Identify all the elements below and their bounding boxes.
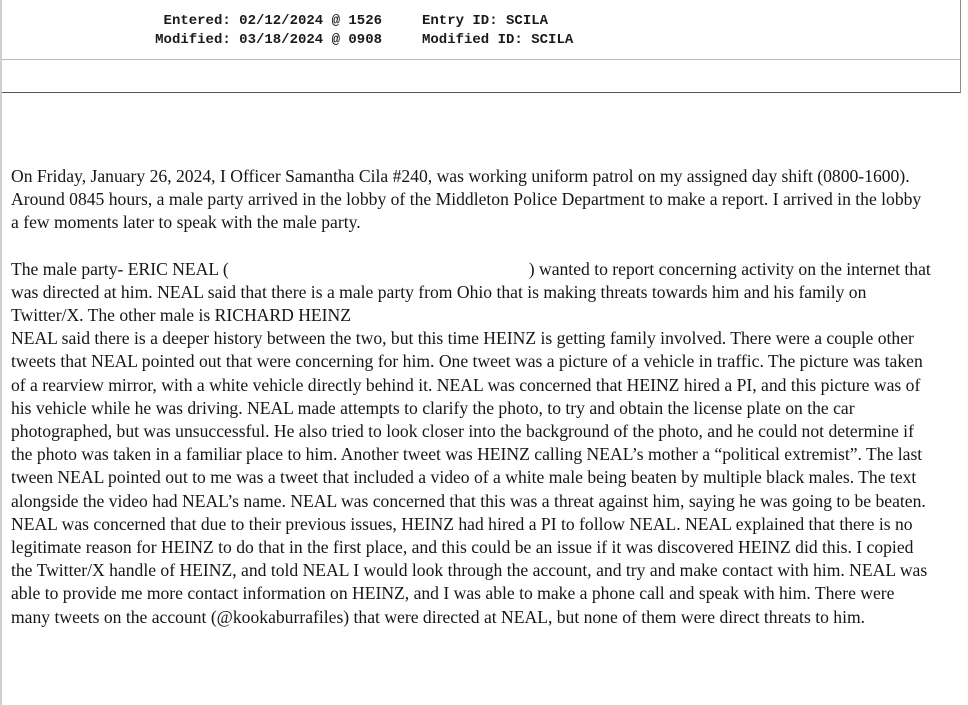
narrative-paragraph-2 bbox=[11, 258, 931, 629]
modified-id-label: Modified ID: bbox=[422, 32, 523, 48]
narrative-paragraph-3: NEAL said there is a deeper history between the two, but this time HEINZ is getting family involved. There were a couple other tweets that NEAL pointed out that were concerning for him. One tweet was a picture of a vehicle in traffic. The picture was taken of a rearview mirror, with a white vehicle directly behind it. NEAL was concerned that HEINZ hired a PI, and this picture was of his vehicle while he was driving. NEAL made attempts to clarify the photo, to try and obtain the license plate on the car photographed, but was unsuccessful. He also tried to look closer into the background of the photo, and he could not determine if the photo was taken in a familiar place to him. Another tweet was HEINZ calling NEAL’s mother a “political extremist”. The last tween NEAL pointed out to me was a tweet that included a video of a white male being beaten by multiple black males. The text alongside the video had NEAL’s name. NEAL was concerned that this was a threat against him, saying he was going to be beaten. NEAL was concerned that due to their previous issues, HEINZ had hired a PI to follow NEAL. NEAL explained that there is no legitimate reason for HEINZ to do that in the first place, and this could be an issue if it was discovered HEINZ did this. I copied the Twitter/X handle of HEINZ, and told NEAL I would look through the account, and try and make contact with him. NEAL was able to provide me more contact information on HEINZ, and I was able to make a phone call and speak with him. There were many tweets on the account (@kookaburrafiles) that were directed at NEAL, but none of them were direct threats to him. bbox=[11, 328, 928, 627]
entered-line bbox=[150, 12, 422, 31]
entry-id-value: SCILA bbox=[506, 13, 549, 29]
modified-id-value: SCILA bbox=[531, 32, 574, 48]
modified-value: 03/18/2024 @ 0908 bbox=[239, 32, 382, 48]
entered-value: 02/12/2024 @ 1526 bbox=[239, 13, 382, 29]
entry-id-line bbox=[422, 12, 632, 31]
modified-id-line bbox=[422, 31, 632, 50]
p2-start: The male party- ERIC NEAL ( bbox=[11, 258, 229, 279]
narrative-paragraph-1: On Friday, January 26, 2024, I Officer Samantha Cila #240, was working uniform patrol on my assigned day shift (0800-1600). Around 0845 hours, a male party arrived in the lobby of the Middleton Police Department to make a report. I arrived in the lobby a few moments later to speak with the male party. bbox=[11, 166, 922, 233]
entry-id-label: Entry ID: bbox=[422, 13, 498, 29]
narrative bbox=[11, 165, 931, 629]
entered-label: Entered: bbox=[163, 13, 231, 29]
modified-line bbox=[150, 31, 422, 50]
header-divider bbox=[2, 59, 960, 60]
redaction bbox=[229, 264, 529, 278]
p2-rest: ) wanted to report concerning activity on the internet that was directed at him. NEAL said that there is a male party from Ohio that is making threats towards him and his family on Twitter/X. The other male is RICHARD HEINZ bbox=[11, 258, 931, 326]
page-left-edge bbox=[0, 0, 2, 705]
record-metadata bbox=[150, 12, 632, 50]
modified-label: Modified: bbox=[155, 32, 231, 48]
